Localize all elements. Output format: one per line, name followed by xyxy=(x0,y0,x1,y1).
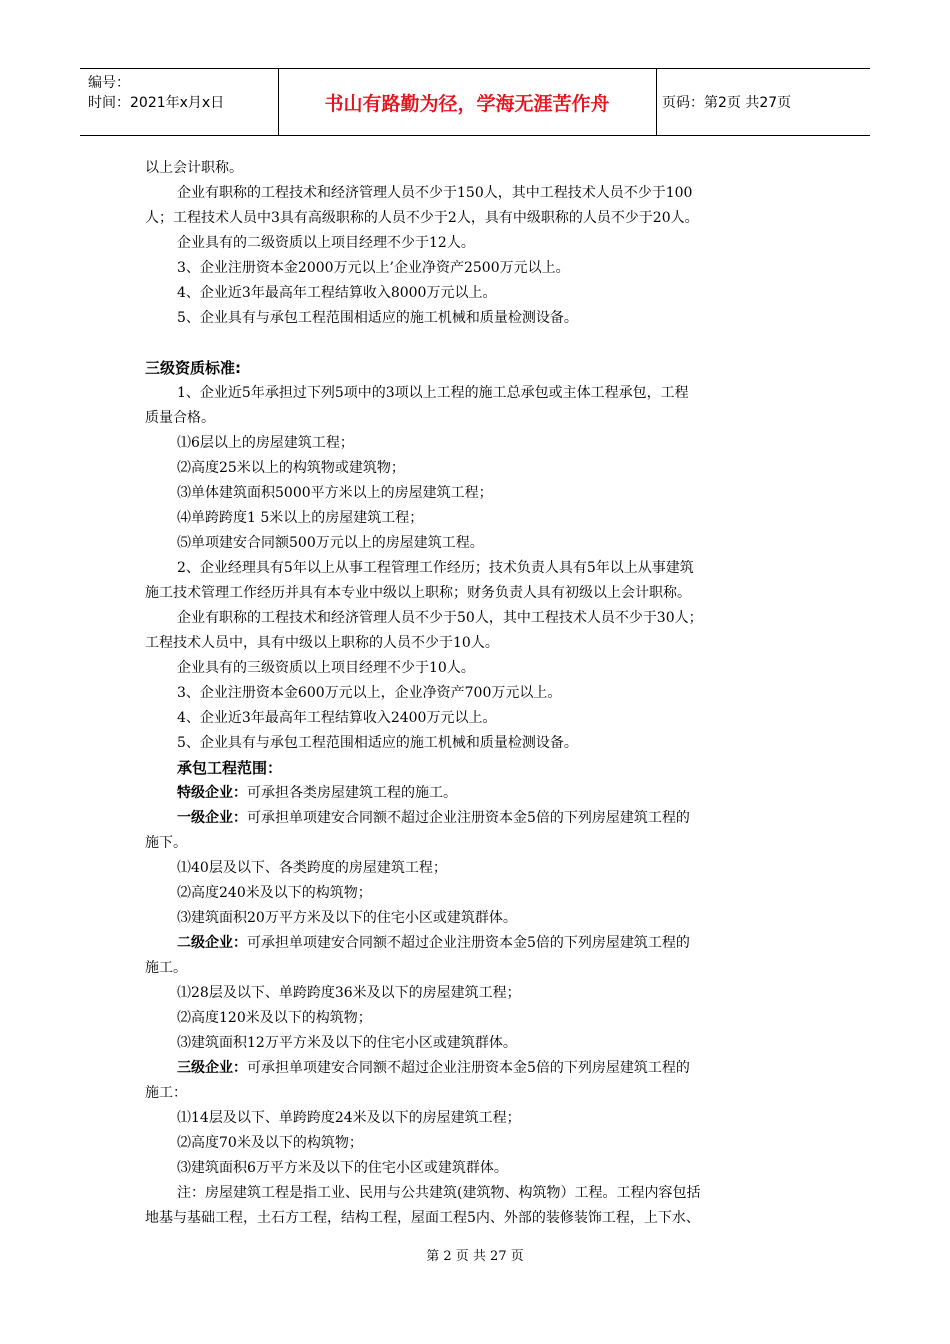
list-item: ⑶单体建筑面积5000平方米以上的房屋建筑工程； xyxy=(177,485,493,501)
text-line: 人；工程技术人员中3具有高级职称的人员不少于2人，具有中级职称的人员不少于20人。 xyxy=(145,210,699,226)
list-item: ⑵高度70米及以下的构筑物； xyxy=(177,1135,363,1151)
document-body xyxy=(145,156,810,1231)
text-line: 工程技术人员中，具有中级以上职称的人员不少于10人。 xyxy=(145,635,499,651)
text-line: 企业有职称的工程技术和经济管理人员不少于150人，其中工程技术人员不少于100 xyxy=(177,185,693,201)
list-item: ⑴14层及以下、单跨跨度24米及以下的房屋建筑工程； xyxy=(177,1110,521,1126)
list-item: ⑷单跨跨度1 5米以上的房屋建筑工程； xyxy=(177,510,424,526)
header-meta xyxy=(88,73,274,113)
header-divider xyxy=(656,69,657,135)
header-time: 时间：2021年x月x日 xyxy=(88,95,225,111)
grade-label: 三级企业： xyxy=(177,1060,247,1076)
page-header xyxy=(80,68,870,136)
text-line: 企业有职称的工程技术和经济管理人员不少于50人，其中工程技术人员不少于30人； xyxy=(177,610,703,626)
grade-label: 二级企业： xyxy=(177,935,247,951)
grade-text: 可承担各类房屋建筑工程的施工。 xyxy=(247,785,457,801)
text-line: 企业具有的二级资质以上项目经理不少于12人。 xyxy=(177,235,475,251)
text-line xyxy=(145,931,810,956)
list-item: ⑶建筑面积20万平方米及以下的住宅小区或建筑群体。 xyxy=(177,910,517,926)
section-heading: 承包工程范围： xyxy=(177,759,283,777)
grade-label: 特级企业： xyxy=(177,785,247,801)
section-heading: 三级资质标准: xyxy=(145,359,241,377)
list-item: ⑶建筑面积6万平方米及以下的住宅小区或建筑群体。 xyxy=(177,1160,508,1176)
text-line: 注：房屋建筑工程是指工业、民用与公共建筑(建筑物、构筑物）工程。工程内容包括 xyxy=(177,1185,701,1201)
grade-text: 可承担单项建安合同额不超过企业注册资本金5倍的下列房屋建筑工程的 xyxy=(247,935,690,951)
list-item: ⑶建筑面积12万平方米及以下的住宅小区或建筑群体。 xyxy=(177,1035,517,1051)
list-item: ⑵高度240米及以下的构筑物； xyxy=(177,885,372,901)
text-line: 5、企业具有与承包工程范围相适应的施工机械和质量检测设备。 xyxy=(177,310,578,326)
list-item: ⑴28层及以下、单跨跨度36米及以下的房屋建筑工程； xyxy=(177,985,521,1001)
text-line: 施工技术管理工作经历并具有本专业中级以上职称；财务负责人具有初级以上会计职称。 xyxy=(145,585,691,601)
text-line: 4、企业近3年最高年工程结算收入2400万元以上。 xyxy=(177,710,497,726)
text-line: 5、企业具有与承包工程范围相适应的施工机械和质量检测设备。 xyxy=(177,735,578,751)
text-line: 施工： xyxy=(145,1085,187,1101)
list-item: ⑵高度120米及以下的构筑物； xyxy=(177,1010,372,1026)
text-line xyxy=(145,781,810,806)
text-line: 2、企业经理具有5年以上从事工程管理工作经历；技术负责人具有5年以上从事建筑 xyxy=(177,560,694,576)
header-number: 编号： xyxy=(88,75,130,91)
page-footer: 第 2 页 共 27 页 xyxy=(426,1249,524,1264)
grade-label: 一级企业： xyxy=(177,810,247,826)
text-line xyxy=(145,806,810,831)
text-line: 质量合格。 xyxy=(145,410,215,426)
text-line: 3、企业注册资本金2000万元以上’企业净资产2500万元以上。 xyxy=(177,260,570,276)
text-line: 1、企业近5年承担过下列5项中的3项以上工程的施工总承包或主体工程承包，工程 xyxy=(177,385,689,401)
list-item: ⑸单项建安合同额500万元以上的房屋建筑工程。 xyxy=(177,535,484,551)
text-line xyxy=(145,1056,810,1081)
list-item: ⑴40层及以下、各类跨度的房屋建筑工程； xyxy=(177,860,447,876)
list-item: ⑴6层以上的房屋建筑工程； xyxy=(177,435,354,451)
text-line: 以上会计职称。 xyxy=(145,160,243,176)
text-line: 企业具有的三级资质以上项目经理不少于10人。 xyxy=(177,660,475,676)
text-line: 地基与基础工程，土石方工程，结构工程，屋面工程5内、外部的装修装饰工程，上下水、 xyxy=(145,1210,700,1226)
list-item: ⑵高度25米以上的构筑物或建筑物； xyxy=(177,460,405,476)
grade-text: 可承担单项建安合同额不超过企业注册资本金5倍的下列房屋建筑工程的 xyxy=(247,1060,690,1076)
text-line: 4、企业近3年最高年工程结算收入8000万元以上。 xyxy=(177,285,497,301)
grade-text: 可承担单项建安合同额不超过企业注册资本金5倍的下列房屋建筑工程的 xyxy=(247,810,690,826)
text-line: 施工。 xyxy=(145,960,187,976)
header-motto: 书山有路勤为径，学海无涯苦作舟 xyxy=(324,92,610,115)
header-page-code: 页码：第2页 共27页 xyxy=(662,95,792,111)
text-line: 施下。 xyxy=(145,835,187,851)
text-line: 3、企业注册资本金600万元以上，企业净资产700万元以上。 xyxy=(177,685,562,701)
